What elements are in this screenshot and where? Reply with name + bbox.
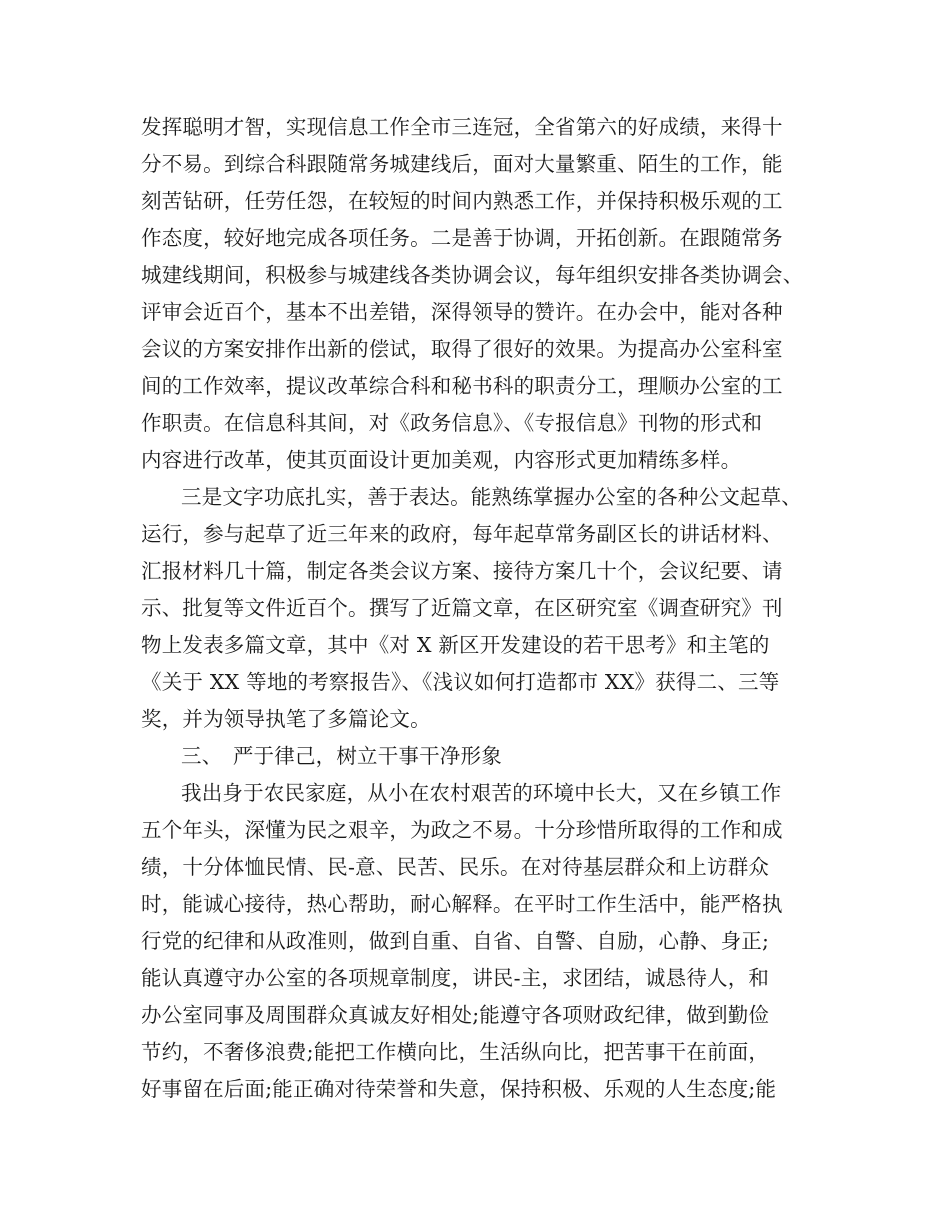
text-line: 城建线期间，积极参与城建线各类协调会议，每年组织安排各类协调会、 xyxy=(141,263,804,287)
text-line: 能认真遵守办公室的各项规章制度，讲民-主，求团结，诚恳待人，和 xyxy=(141,966,770,990)
text-line: 发挥聪明才智，实现信息工作全市三连冠，全省第六的好成绩，来得十 xyxy=(141,115,783,139)
text-line: 分不易。到综合科跟随常务城建线后，面对大量繁重、陌生的工作，能 xyxy=(141,152,783,176)
text-line: 行党的纪律和从政准则，做到自重、自省、自警、自励，心静、身正; xyxy=(141,929,770,953)
text-line: 物上发表多篇文章，其中《对 X 新区开发建设的若干思考》和主笔的 xyxy=(141,633,770,657)
text-line: 运行，参与起草了近三年来的政府，每年起草常务副区长的讲话材料、 xyxy=(141,522,783,546)
text-line: 示、批复等文件近百个。撰写了近篇文章，在区研究室《调查研究》刊 xyxy=(141,596,783,620)
text-line: 作职责。在信息科其间，对《政务信息》、《专报信息》刊物的形式和 xyxy=(141,411,763,435)
text-line: 《关于 XX 等地的考察报告》、《浅议如何打造都市 XX》获得二、三等 xyxy=(141,670,780,694)
text-line: 好事留在后面;能正确对待荣誉和失意，保持积极、乐观的人生态度;能 xyxy=(141,1077,777,1101)
text-line: 绩，十分体恤民情、民-意、民苦、民乐。在对待基层群众和上访群众 xyxy=(141,855,770,879)
text-line: 节约，不奢侈浪费;能把工作横向比，生活纵向比，把苦事干在前面， xyxy=(141,1040,770,1064)
text-line: 奖，并为领导执笔了多篇论文。 xyxy=(141,707,431,731)
paragraph-first-line: 三是文字功底扎实，善于表达。能熟练掌握办公室的各种公文起草、 xyxy=(181,485,802,509)
section-heading: 三、 严于律己，树立干事干净形象 xyxy=(181,744,502,768)
text-line: 会议的方案安排作出新的偿试，取得了很好的效果。为提高办公室科室 xyxy=(141,337,783,361)
text-line: 评审会近百个，基本不出差错，深得领导的赞许。在办会中，能对各种 xyxy=(141,300,783,324)
text-line: 时，能诚心接待，热心帮助，耐心解释。在平时工作生活中，能严格执 xyxy=(141,892,783,916)
paragraph-first-line: 我出身于农民家庭，从小在农村艰苦的环境中长大，又在乡镇工作 xyxy=(181,781,782,805)
text-line: 内容进行改革，使其页面设计更加美观，内容形式更加精练多样。 xyxy=(141,448,742,472)
text-line: 间的工作效率，提议改革综合科和秘书科的职责分工，理顺办公室的工 xyxy=(141,374,783,398)
text-line: 办公室同事及周围群众真诚友好相处;能遵守各项财政纪律，做到勤俭 xyxy=(141,1003,770,1027)
text-line: 汇报材料几十篇，制定各类会议方案、接待方案几十个，会议纪要、请 xyxy=(141,559,783,583)
text-line: 作态度，较好地完成各项任务。二是善于协调，开拓创新。在跟随常务 xyxy=(141,226,783,250)
text-line: 刻苦钻研，任劳任怨，在较短的时间内熟悉工作，并保持积极乐观的工 xyxy=(141,189,783,213)
text-line: 五个年头，深懂为民之艰辛，为政之不易。十分珍惜所取得的工作和成 xyxy=(141,818,783,842)
